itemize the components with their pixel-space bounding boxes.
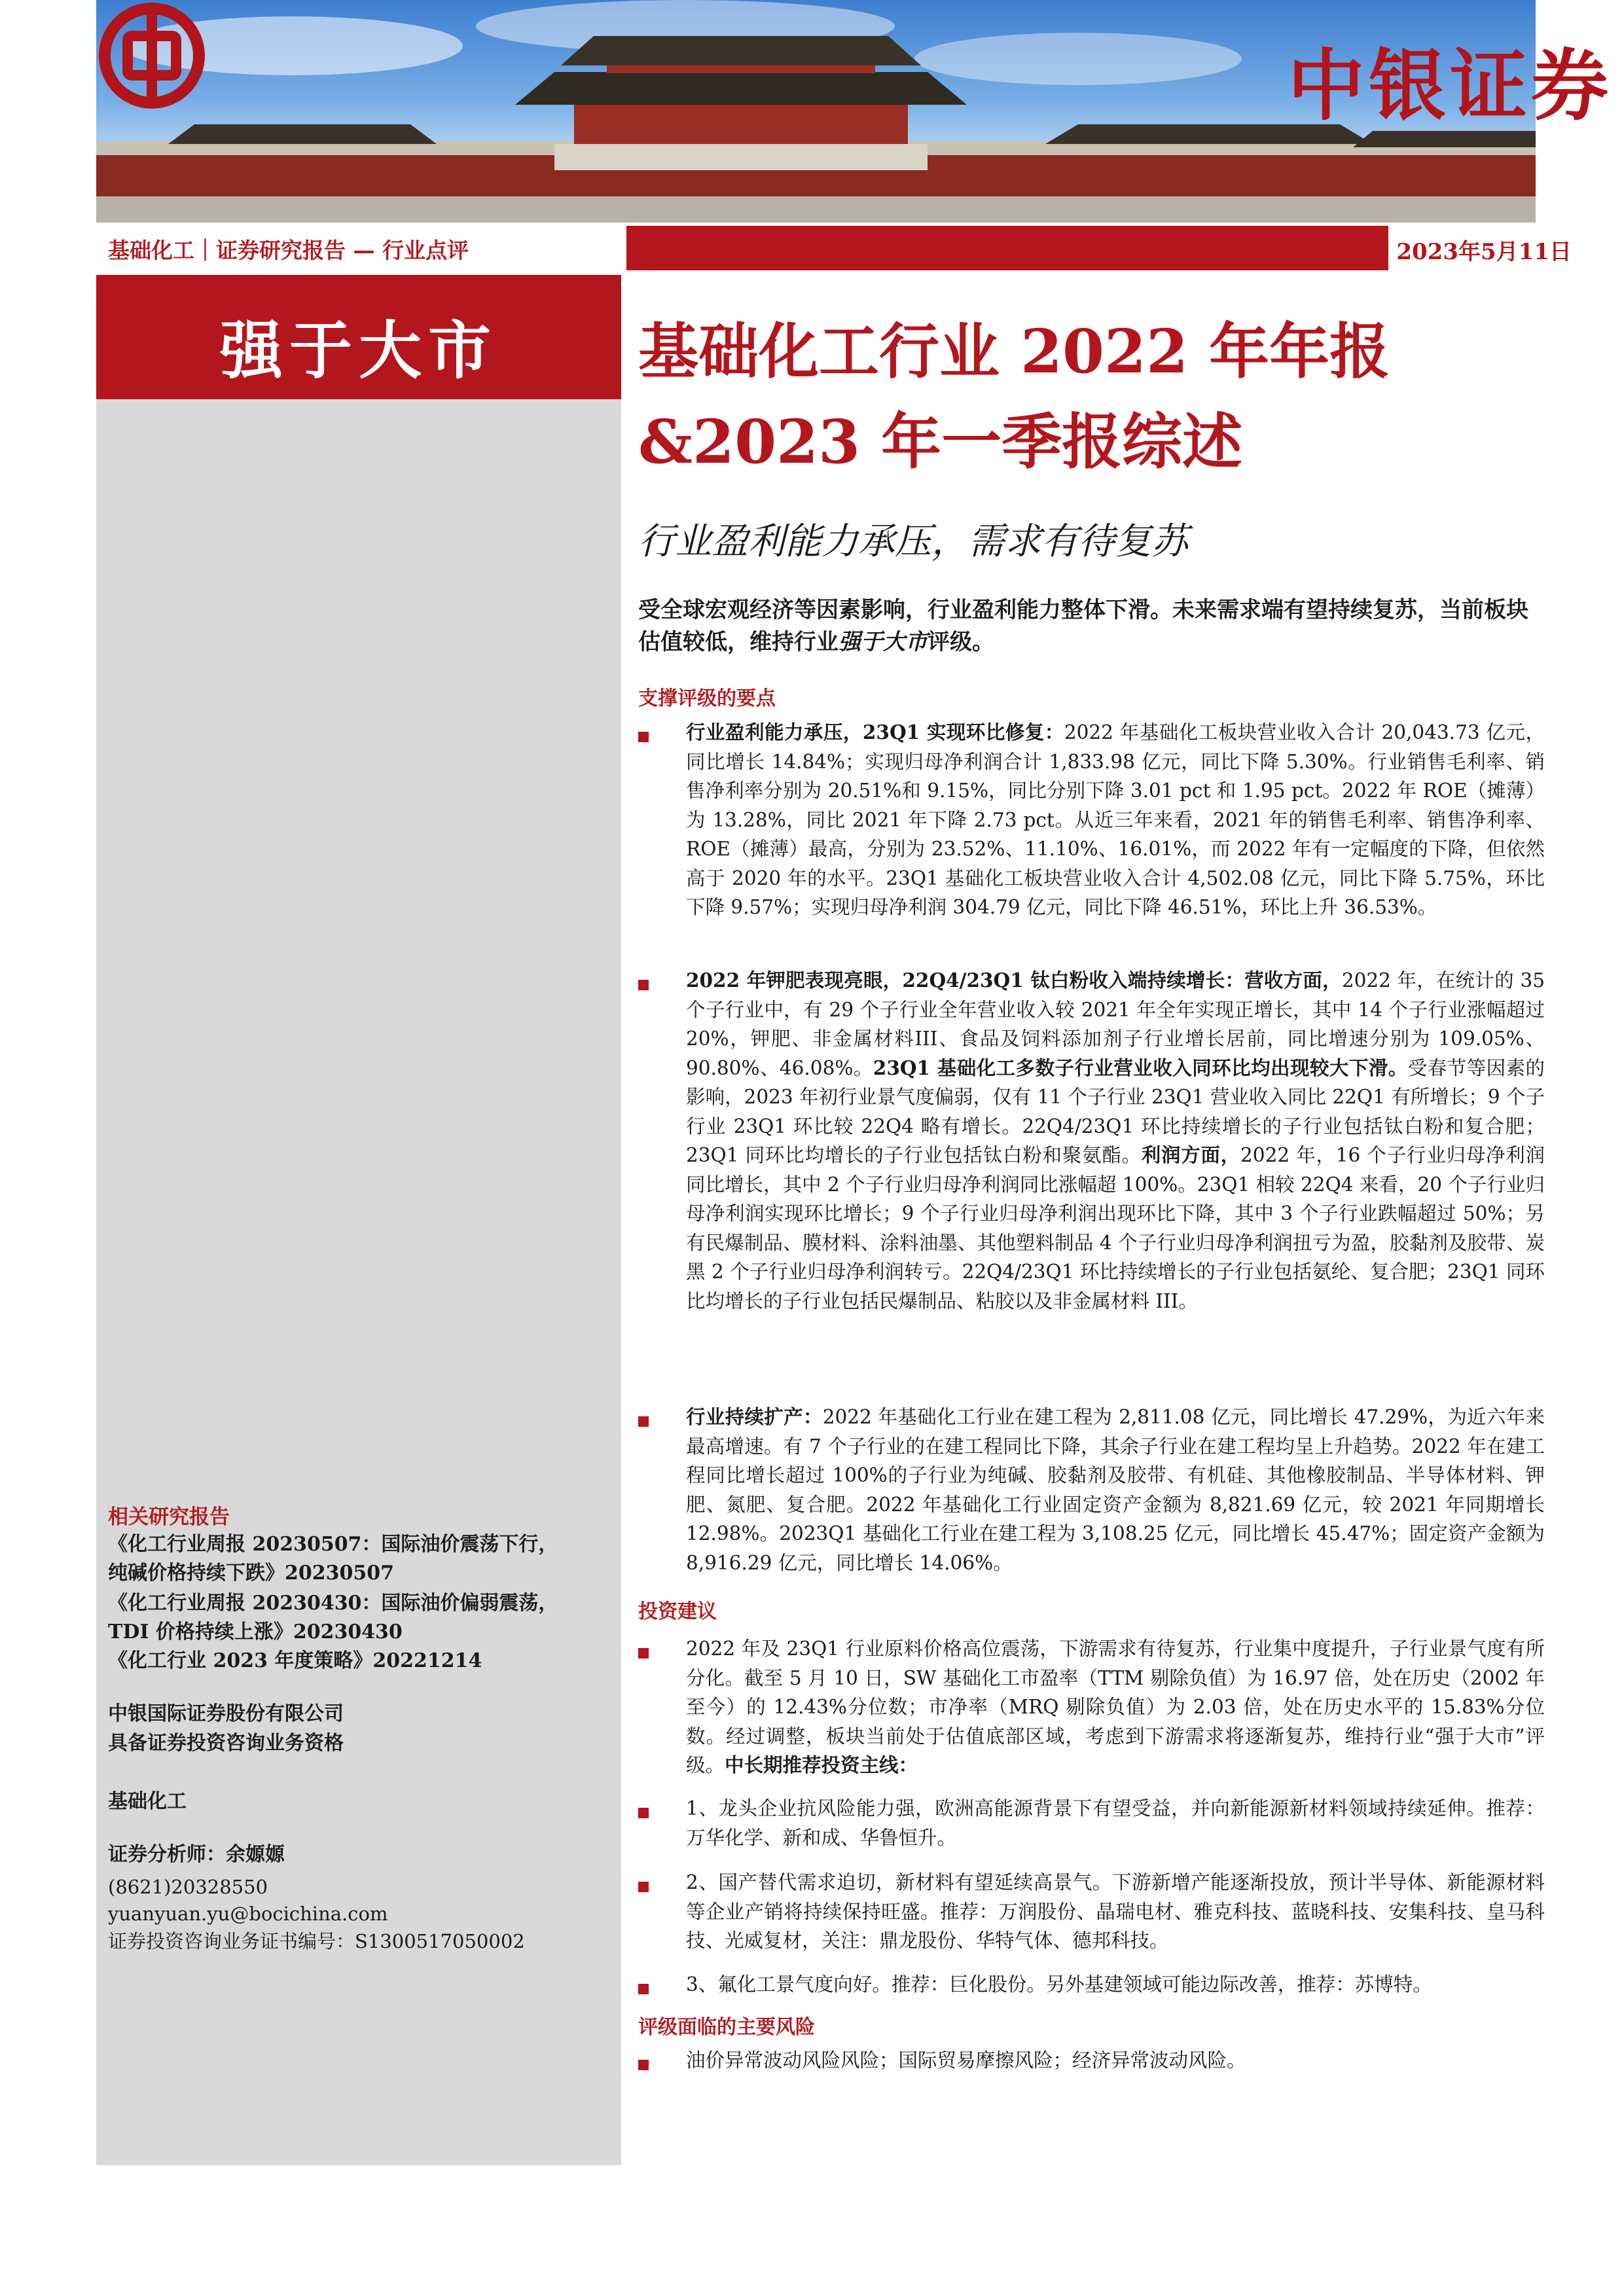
related-reports-heading: 相关研究报告 <box>108 1505 230 1529</box>
summary-paragraph <box>638 594 1548 658</box>
invest-heading: 投资建议 <box>638 1600 717 1623</box>
brand-logo-text: 中银证券 <box>1288 41 1613 131</box>
point-capacity <box>686 1403 1545 1577</box>
header-category <box>96 226 626 270</box>
sector-label: 基础化工 <box>108 1790 187 1813</box>
analyst-name: 证券分析师：余嫄嫄 <box>108 1843 285 1866</box>
report-title-line1: 基础化工行业 2022 年年报 <box>638 316 1390 387</box>
risk-heading: 评级面临的主要风险 <box>638 2016 815 2039</box>
point-lead: 行业持续扩产： <box>686 1405 823 1428</box>
invest-text: 2022 年及 23Q1 行业原料价格高位震荡，下游需求有待复苏，行业集中度提升，子行业景气度有所分化。截至 5 月 10 日，SW 基础化工市盈率（TTM 剔除负值）为 16.97 倍，处在历史（2002 年至今）的 12.43%分位数；市净率（MRQ 剔除负值）为 2.03 倍，处在历史水平的 15.83%分位数。经过调整，板块当前处于估值底部区域，考虑到下游需求将逐渐复苏，维持行业“强于大市”评级。 <box>686 1638 1545 1776</box>
bullet-icon <box>638 1416 649 1427</box>
related-report-line: 《化工行业 2023 年度策略》20221214 <box>108 1649 482 1672</box>
related-report-line: 《化工行业周报 20230507：国际油价震荡下行， <box>108 1533 558 1556</box>
point-text: 2022 年基础化工行业在建工程为 2,811.08 亿元，同比增长 47.29%，为近六年来最高增速。有 7 个子行业的在建工程同比下降，其余子行业在建工程均呈上升趋势。2022 年在建工程同比增长超过 100%的子行业为纯碱、胶黏剂及胶带、有机硅、其他橡胶制品、半导体材料、钾肥、氮肥、复合肥。2022 年基础化工行业固定资产金额为 8,821.69 亿元，较 2021 年同期增长 12.98%。2023Q1 基础化工行业在建工程为 3,108.25 亿元，同比增长 45.47%；固定资产金额为 8,916.29 亿元，同比增长 14.06%。 <box>686 1406 1545 1574</box>
rating-box <box>96 275 621 399</box>
point-text: 2022 年，在统计的 35 个子行业中，有 29 个子行业全年营业收入较 2021 年全年实现正增长，其中 14 个子行业涨幅超过 20%，钾肥、非金属材料III、食品及饲料添加剂子行业增长居前，同比增速分别为 109.05%、90.80%、46.08%。 <box>686 969 1545 1079</box>
bullet-icon <box>638 732 649 742</box>
header-date-box <box>1388 226 1624 270</box>
support-heading: 支撑评级的要点 <box>638 687 776 710</box>
point-lead: 行业盈利能力承压，23Q1 实现环比修复： <box>686 721 1064 744</box>
invest-paragraph <box>686 1634 1545 1780</box>
risk-item: 油价异常波动风险风险；国际贸易摩擦风险；经济异常波动风险。 <box>686 2049 1246 2072</box>
report-title-line2: &2023 年一季报综述 <box>638 406 1243 477</box>
report-date: 2023年5月11日 <box>1396 239 1572 265</box>
point-lead: 2022 年钾肥表现亮眼，22Q4/23Q1 钛白粉收入端持续增长：营收方面， <box>686 969 1342 992</box>
invest-item: 1、龙头企业抗风险能力强，欧洲高能源背景下有望受益，并向新能源新材料领域持续延伸。推荐：万华化学、新和成、华鲁恒升。 <box>686 1797 1545 1849</box>
point-profitability <box>686 718 1545 922</box>
invest-bold: 中长期推荐投资主线： <box>725 1753 918 1776</box>
point-text: 2022 年，16 个子行业归母净利润同比增长，其中 2 个子行业归母净利润同比涨幅超 100%。23Q1 相较 22Q4 来看，20 个子行业归母净利润实现环比增长；9 个子行业归母净利润出现环比下降，其中 3 个子行业跌幅超过 50%；另有民爆制品、膜材料、涂料油墨、其他塑料制品 4 个子行业归母净利润扭亏为盈，胶黏剂及胶带、炭黑 2 个子行业归母净利润转亏。22Q4/23Q1 环比持续增长的子行业包括氨纶、复合肥；23Q1 同环比均增长的子行业包括民爆制品、粘胶以及非金属材料 III。 <box>686 1144 1545 1312</box>
report-header-bar <box>96 226 1624 270</box>
summary-text: 受全球宏观经济等因素影响，行业盈利能力整体下滑。未来需求端有望持续复苏，当前板块估值较低，维持行业 <box>638 597 1528 655</box>
bullet-icon <box>638 1648 649 1659</box>
related-report-line: TDI 价格持续上涨》20230430 <box>108 1621 403 1643</box>
bullet-icon <box>638 1984 649 1994</box>
point-text: 2022 年基础化工板块营业收入合计 20,043.73 亿元，同比增长 14.84%；实现归母净利润合计 1,833.98 亿元，同比下降 5.30%。行业销售毛利率、销售净利率分别为 20.51%和 9.15%，同比分别下降 3.01 pct 和 1.95 pct。2022 年 ROE（摊薄）为 13.28%，同比 2021 年下降 2.73 pct。从近三年来看，2021 年的销售毛利率、销售净利率、ROE（摊薄）最高，分别为 23.52%、11.10%、16.01%，而 2022 年有一定幅度的下降，但依然高于 2020 年的水平。23Q1 基础化工板块营业收入合计 4,502.08 亿元，同比下降 5.75%，环比下降 9.57%；实现归母净利润 304.79 亿元，同比下降 46.51%，环比上升 36.53%。 <box>686 721 1545 918</box>
report-title <box>638 306 1568 487</box>
summary-text-end: 评级。 <box>928 629 994 655</box>
header-category-text: 基础化工｜证券研究报告 — 行业点评 <box>108 238 469 263</box>
invest-item: 3、氟化工景气度向好。推荐：巨化股份。另外基建领域可能边际改善，推荐：苏博特。 <box>686 1973 1432 1996</box>
boc-logo-icon <box>96 0 208 111</box>
analyst-phone: (8621)20328550 <box>108 1876 268 1898</box>
point-text: 受春节等因素的影响，2023 年初行业景气度偏弱，仅有 11 个子行业 23Q1 营业收入同比 22Q1 有所增长；9 个子行业 23Q1 环比较 22Q4 略有增长。22Q4/23Q1 环比持续增长的子行业包括钛白粉和复合肥；23Q1 同环比均增长的子行业包括钛白粉和聚氨酯。 <box>686 1056 1545 1166</box>
company-name: 中银国际证券股份有限公司 <box>108 1702 344 1725</box>
bullet-icon <box>638 1808 649 1818</box>
bullet-icon <box>638 980 649 990</box>
analyst-email: yuanyuan.yu@bocichina.com <box>108 1903 388 1925</box>
bullet-icon <box>638 1882 649 1892</box>
point-bold: 利润方面， <box>1141 1143 1241 1166</box>
point-subsectors <box>686 966 1545 1316</box>
related-report-line: 《化工行业周报 20230430：国际油价偏弱震荡， <box>108 1592 558 1615</box>
related-report-line: 纯碱价格持续下跌》20230507 <box>108 1562 394 1585</box>
invest-item: 2、国产替代需求迫切，新材料有望延续高景气。下游新增产能逐渐投放，预计半导体、新能源材料等企业产销将持续保持旺盛。推荐：万润股份、晶瑞电材、雅克科技、蓝晓科技、安集科技、皇马科技、光威复材，关注：鼎龙股份、华特气体、德邦科技。 <box>686 1871 1545 1952</box>
company-qualification: 具备证券投资咨询业务资格 <box>108 1732 344 1755</box>
analyst-certificate: 证券投资咨询业务证书编号：S1300517050002 <box>108 1930 525 1952</box>
bullet-icon <box>638 2060 649 2070</box>
point-bold: 23Q1 基础化工多数子行业营业收入同环比均出现较大下滑。 <box>873 1056 1408 1079</box>
rating-label: 强于大市 <box>220 314 497 387</box>
summary-rating: 强于大市 <box>839 629 928 655</box>
header-banner <box>96 0 1613 223</box>
report-subtitle: 行业盈利能力承压，需求有待复苏 <box>638 520 1188 563</box>
